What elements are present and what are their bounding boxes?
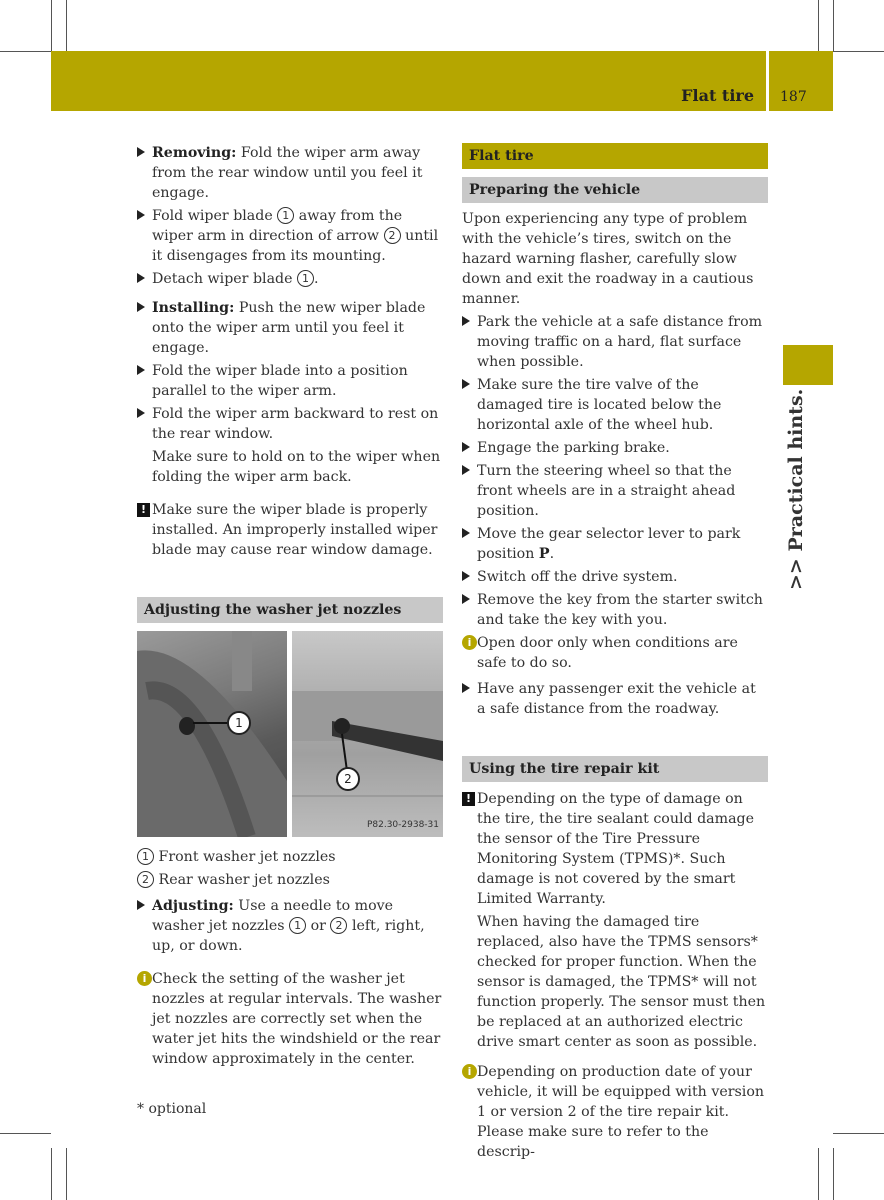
step-text: Fold the wiper arm away from the rear window until you feel it engage. — [152, 145, 423, 201]
page-title: Flat tire — [681, 86, 754, 105]
info-note — [462, 633, 768, 673]
list-item — [137, 896, 443, 956]
info-icon: i — [462, 635, 477, 650]
rear-nozzle-drawing — [292, 631, 443, 837]
section-heading-washer: Adjusting the washer jet nozzles — [137, 597, 443, 623]
bullet-arrow-icon — [462, 316, 470, 326]
sub-heading-repair-kit: Using the tire repair kit — [462, 756, 768, 782]
step-note: Make sure to hold on to the wiper when folding the wiper arm back. — [152, 449, 441, 485]
bullet-arrow-icon — [462, 465, 470, 475]
gear-position: P — [538, 546, 550, 562]
legend-item — [137, 847, 443, 867]
callout-2-icon: 2 — [330, 917, 347, 934]
bullet-arrow-icon — [137, 900, 145, 910]
rear-nozzle-photo — [292, 631, 443, 837]
front-nozzle-drawing — [137, 631, 287, 837]
step-text: until it disengages from its mounting. — [152, 228, 439, 264]
legend-text: Front washer jet nozzles — [158, 849, 336, 865]
crop-mark — [0, 1133, 51, 1134]
step-text: Make sure the tire valve of the damaged tire is located below the horizontal axle of the wheel hub. — [477, 377, 722, 433]
list-item — [137, 361, 443, 401]
info-note — [462, 1062, 768, 1162]
step-text: Fold the wiper blade into a position parallel to the wiper arm. — [152, 363, 408, 399]
step-text: away from the wiper arm in direction of arrow — [152, 208, 403, 244]
bullet-arrow-icon — [462, 683, 470, 693]
left-column — [137, 143, 443, 1072]
right-column — [462, 143, 768, 1165]
bullet-arrow-icon — [462, 594, 470, 604]
step-text: Remove the key from the starter switch and take the key with you. — [477, 592, 763, 628]
list-item — [137, 298, 443, 358]
info-text: Depending on production date of your vehicle, it will be equipped with version 1 or version 2 of the tire repair kit. Please make sure to refer to the descrip- — [477, 1064, 765, 1160]
step-label: Adjusting: — [152, 898, 234, 914]
step-text: . — [549, 546, 555, 562]
bullet-arrow-icon — [462, 379, 470, 389]
warning-icon: ! — [137, 503, 150, 517]
bullet-arrow-icon — [137, 365, 145, 375]
bullet-arrow-icon — [137, 302, 145, 312]
crop-mark — [833, 1148, 834, 1200]
callout-1-icon: 1 — [297, 270, 314, 287]
callout-2-icon: 2 — [384, 227, 401, 244]
info-text: Check the setting of the washer jet nozzles at regular intervals. The washer jet nozzles are correctly set when the water jet hits the windshield or the rear window approximately in the center. — [152, 971, 442, 1067]
step-text: Have any passenger exit the vehicle at a safe distance from the roadway. — [477, 681, 756, 717]
list-item — [462, 567, 768, 587]
list-item — [462, 312, 768, 372]
info-note — [137, 969, 443, 1069]
crop-mark — [66, 0, 67, 51]
callout-2-icon: 2 — [336, 767, 360, 791]
intro-paragraph: Upon experiencing any type of problem with the vehicle’s tires, switch on the hazard warning flasher, carefully slow down and exit the roadway in a cautious manner. — [462, 211, 754, 307]
front-nozzle-photo — [137, 631, 287, 837]
side-tab-label: >> Practical hints. — [785, 388, 807, 590]
list-item — [462, 461, 768, 521]
info-text: Open door only when conditions are safe to do so. — [477, 635, 738, 671]
header-separator — [766, 51, 769, 111]
step-text: Use a needle to move washer jet nozzles — [152, 898, 394, 934]
step-label: Installing: — [152, 300, 235, 316]
info-icon: i — [137, 971, 152, 986]
side-tab-marker — [783, 345, 833, 385]
bullet-arrow-icon — [462, 571, 470, 581]
bullet-arrow-icon — [137, 273, 145, 283]
step-label: Removing: — [152, 145, 237, 161]
step-text: Detach wiper blade — [152, 271, 293, 287]
callout-1-icon: 1 — [277, 207, 294, 224]
bullet-arrow-icon — [462, 528, 470, 538]
bullet-arrow-icon — [462, 442, 470, 452]
step-text: Park the vehicle at a safe distance from moving traffic on a hard, flat surface when possible. — [477, 314, 763, 370]
warning-icon: ! — [462, 792, 475, 806]
step-text: . — [314, 271, 319, 287]
callout-2-icon: 2 — [137, 871, 154, 888]
bullet-arrow-icon — [137, 147, 145, 157]
warning-text: Make sure the wiper blade is properly installed. An improperly installed wiper blade may cause rear window damage. — [152, 502, 438, 558]
washer-nozzle-figure — [137, 631, 443, 837]
step-text: Turn the steering wheel so that the front wheels are in a straight ahead position. — [477, 463, 736, 519]
callout-1-icon: 1 — [137, 848, 154, 865]
crop-mark — [51, 1148, 52, 1200]
warning-note — [462, 789, 768, 909]
list-item — [462, 524, 768, 564]
crop-mark — [833, 51, 884, 52]
step-text: left, right, up, or down. — [152, 918, 425, 954]
crop-mark — [833, 0, 834, 51]
crop-mark — [818, 0, 819, 51]
warning-note — [137, 500, 443, 560]
list-item — [462, 590, 768, 630]
bullet-arrow-icon — [137, 210, 145, 220]
sub-heading-preparing: Preparing the vehicle — [462, 177, 768, 203]
step-text: Fold wiper blade — [152, 208, 273, 224]
legend-text: Rear washer jet nozzles — [158, 872, 330, 888]
crop-mark — [833, 1133, 884, 1134]
warning-text: Depending on the type of damage on the tire, the tire sealant could damage the sensor of the Tire Pressure Monitoring System (TPMS)*. Such damage is not covered by the smart Limited Warranty. — [477, 791, 755, 907]
step-text: Switch off the drive system. — [477, 569, 678, 585]
crop-mark — [0, 51, 51, 52]
figure-code: P82.30-2938-31 — [366, 820, 439, 830]
list-item — [137, 143, 443, 203]
bullet-arrow-icon — [137, 408, 145, 418]
callout-1-icon: 1 — [227, 711, 251, 735]
list-item — [462, 438, 768, 458]
list-item — [462, 375, 768, 435]
step-text: or — [310, 918, 326, 934]
footnote: * optional — [137, 1101, 207, 1117]
step-text: Fold the wiper arm backward to rest on the rear window. — [152, 406, 439, 442]
step-text: Engage the parking brake. — [477, 440, 670, 456]
list-item — [462, 679, 768, 719]
step-text: Push the new wiper blade onto the wiper arm until you feel it engage. — [152, 300, 426, 356]
crop-mark — [818, 1148, 819, 1200]
legend-item — [137, 870, 443, 890]
warning-continued: When having the damaged tire replaced, also have the TPMS sensors* checked for proper function. When the sensor is damaged, the TPMS* will not function properly. The sensor must then be replaced at an authorized electric drive smart center as soon as possible. — [477, 914, 766, 1050]
info-icon: i — [462, 1064, 477, 1079]
section-heading-flat-tire: Flat tire — [462, 143, 768, 169]
list-item — [137, 269, 443, 289]
list-item — [137, 404, 443, 444]
list-item — [137, 206, 443, 266]
crop-mark — [51, 0, 52, 51]
page-number: 187 — [780, 89, 807, 105]
crop-mark — [66, 1148, 67, 1200]
step-text: Move the gear selector lever to park position — [477, 526, 741, 562]
callout-1-icon: 1 — [289, 917, 306, 934]
